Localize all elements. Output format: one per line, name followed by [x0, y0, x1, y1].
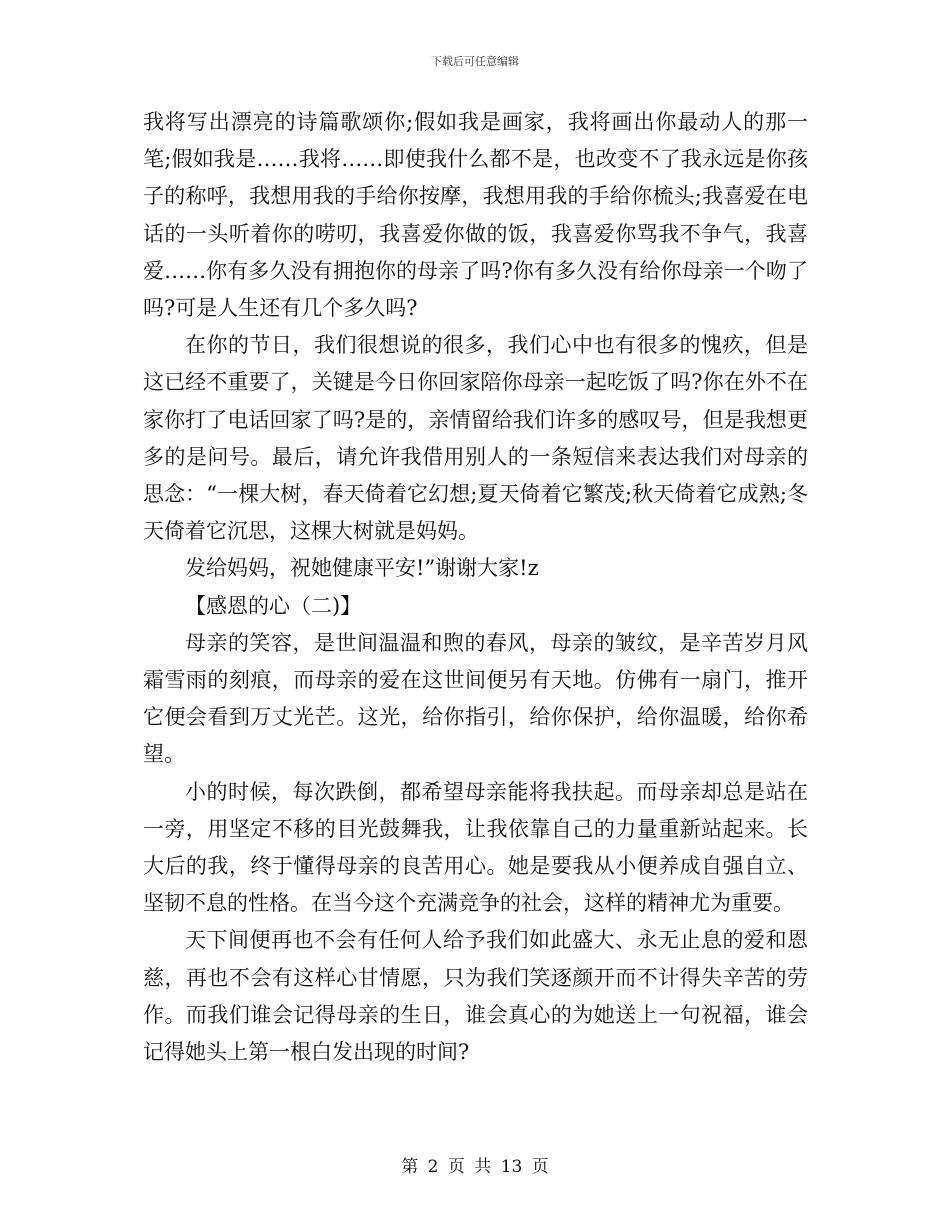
footer-page-word: 页 [447, 1157, 465, 1177]
footer-suffix: 页 [531, 1157, 549, 1177]
document-body [143, 104, 808, 1071]
footer-prefix: 第 [401, 1157, 419, 1177]
page-footer [0, 1152, 950, 1177]
section-title: 【感恩的心（二)】 [185, 593, 362, 618]
paragraph-2: 在你的节日，我们很想说的很多，我们心中也有很多的愧疚，但是这已经不重要了，关键是今日你回家陪你母亲一起吃饭了吗?你在外不在家你打了电话回家了吗?是的，亲情留给我们许多的感叹号，但是我想更多的是问号。最后，请允许我借用别人的一条短信来表达我们对母亲的思念：“一棵大树，春天倚着它幻想;夏天倚着它繁茂;秋天倚着它成熟;冬天倚着它沉思，这棵大树就是妈妈。 [143, 333, 808, 544]
paragraph-6: 天下间便再也不会有任何人给予我们如此盛大、永无止息的爱和恩慈，再也不会有这样心甘情愿，只为我们笑逐颜开而不计得失辛苦的劳作。而我们谁会记得母亲的生日，谁会真心的为她送上一句祝福，谁会记得她头上第一根白发出现的时间? [143, 928, 808, 1065]
paragraph-1: 我将写出漂亮的诗篇歌颂你;假如我是画家，我将画出你最动人的那一笔;假如我是……我将……即使我什么都不是，也改变不了我永远是你孩子的称呼，我想用我的手给你按摩，我想用我的手给你梳头;我喜爱在电话的一头听着你的唠叨，我喜爱你做的饭，我喜爱你骂我不争气，我喜爱……你有多久没有拥抱你的母亲了吗?你有多久没有给你母亲一个吻了吗?可是人生还有几个多久吗? [143, 110, 808, 321]
paragraph-3: 发给妈妈，祝她健康平安!”谢谢大家!z [185, 556, 539, 581]
footer-total-word: 共 [474, 1157, 492, 1177]
paragraph-4: 母亲的笑容，是世间温温和煦的春风，母亲的皱纹，是辛苦岁月风霜雪雨的刻痕，而母亲的爱在这世间便另有天地。仿佛有一扇门，推开它便会看到万丈光芒。这光，给你指引，给你保护，给你温暖，给你希望。 [143, 630, 808, 767]
page-header: 下载后可任意编辑 [431, 55, 519, 68]
paragraph-5: 小的时候，每次跌倒，都希望母亲能将我扶起。而母亲却总是站在一旁，用坚定不移的目光鼓舞我，让我依靠自己的力量重新站起来。长大后的我，终于懂得母亲的良苦用心。她是要我从小便养成自强自立、坚韧不息的性格。在当今这个充满竞争的社会，这样的精神尤为重要。 [143, 779, 808, 916]
footer-current-page: 2 [427, 1157, 439, 1177]
footer-total-pages: 13 [500, 1157, 523, 1177]
